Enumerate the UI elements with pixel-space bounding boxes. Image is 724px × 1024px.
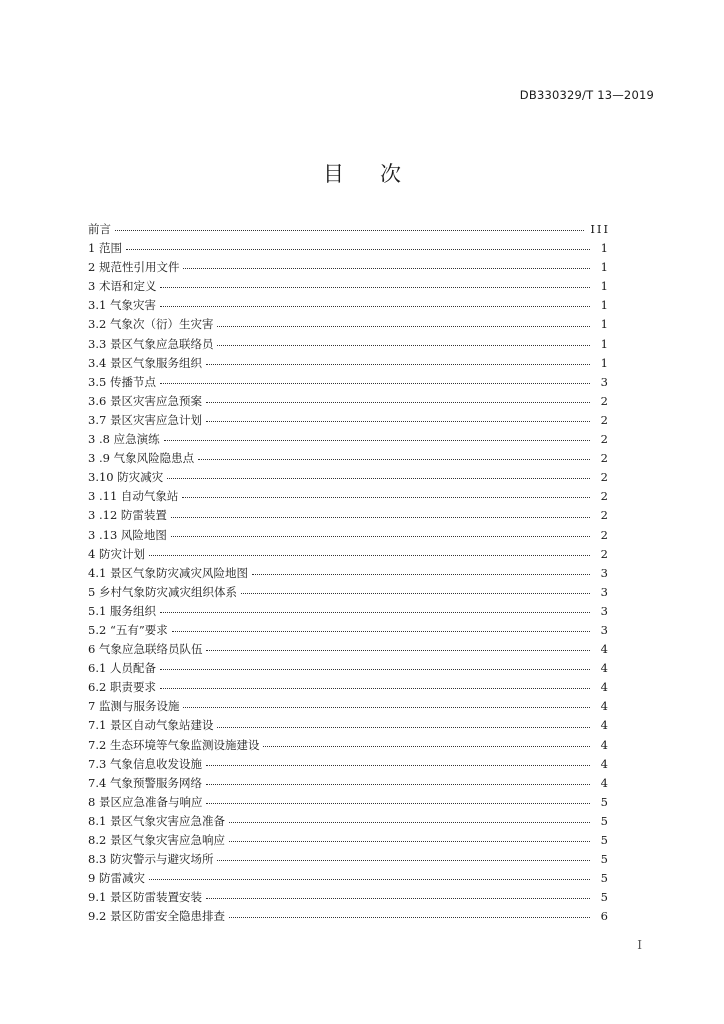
toc-dot-leader: [171, 516, 590, 518]
toc-entry-page: 2: [600, 470, 610, 485]
toc-entry-label: 8 景区应急准备与响应: [88, 794, 203, 809]
toc-entry-page: 2: [600, 451, 610, 466]
toc-entry-page: 4: [600, 661, 610, 676]
toc-entry-label: 9.2 景区防雷安全隐患排查: [88, 909, 225, 924]
toc-entry-page: 3: [600, 374, 610, 389]
toc-entry[interactable]: [88, 678, 610, 697]
toc-entry[interactable]: [88, 449, 610, 468]
toc-entry-label: 前言: [88, 222, 111, 236]
toc-entry[interactable]: [88, 487, 610, 506]
toc-entry-page: 5: [600, 871, 610, 886]
toc-dot-leader: [126, 248, 590, 250]
toc-entry-label: 3 .8 应急演练: [88, 432, 160, 447]
toc-entry-page: 6: [600, 909, 610, 924]
toc-entry[interactable]: [88, 907, 610, 926]
toc-dot-leader: [160, 305, 590, 307]
table-of-contents: [88, 220, 610, 926]
toc-entry-label: 5 乡村气象防灾减灾组织体系: [88, 584, 237, 599]
toc-entry[interactable]: [88, 545, 610, 564]
toc-entry-label: 9 防雷减灾: [88, 871, 145, 886]
document-code: DB330329/T 13—2019: [519, 88, 654, 102]
toc-dot-leader: [198, 458, 590, 460]
toc-entry-page: 4: [600, 680, 610, 695]
toc-dot-leader: [206, 401, 590, 403]
toc-entry-label: 7 监测与服务设施: [88, 699, 180, 714]
toc-entry[interactable]: [88, 315, 610, 334]
toc-entry-page: 5: [600, 833, 610, 847]
toc-entry[interactable]: [88, 258, 610, 277]
toc-entry-label: 7.3 气象信息收发设施: [88, 756, 202, 771]
toc-entry-label: 1 范围: [88, 241, 122, 256]
toc-entry[interactable]: [88, 392, 610, 411]
toc-entry-page: 2: [600, 432, 610, 447]
toc-entry[interactable]: [88, 296, 610, 315]
toc-entry-label: 3.10 防灾减灾: [88, 470, 164, 485]
toc-entry-page: 1: [600, 241, 610, 256]
toc-dot-leader: [115, 229, 584, 231]
toc-entry-page: 4: [600, 699, 610, 714]
toc-entry-page: 1: [600, 260, 610, 275]
toc-entry-page: 4: [600, 737, 610, 752]
page-title: 目次: [323, 162, 437, 186]
toc-entry-page: 4: [600, 756, 610, 771]
toc-dot-leader: [183, 706, 590, 708]
toc-entry[interactable]: [88, 621, 610, 640]
toc-entry-page: 5: [600, 890, 610, 905]
toc-dot-leader: [217, 325, 590, 327]
toc-dot-leader: [160, 668, 590, 670]
toc-dot-leader: [206, 897, 590, 899]
toc-entry[interactable]: [88, 831, 610, 850]
toc-entry-page: 3: [600, 584, 610, 599]
toc-entry[interactable]: [88, 277, 610, 296]
toc-entry-page: 2: [600, 412, 610, 427]
toc-entry-page: 3: [600, 565, 610, 580]
toc-entry[interactable]: [88, 526, 610, 545]
toc-dot-leader: [229, 916, 590, 918]
toc-dot-leader: [217, 344, 590, 346]
toc-dot-leader: [241, 592, 590, 594]
toc-entry[interactable]: [88, 755, 610, 774]
toc-entry-label: 4 防灾计划: [88, 546, 145, 561]
toc-dot-leader: [160, 286, 590, 288]
toc-entry[interactable]: [88, 220, 610, 239]
toc-entry-page: 2: [600, 393, 610, 408]
toc-dot-leader: [171, 535, 590, 537]
toc-entry[interactable]: [88, 888, 610, 907]
toc-dot-leader: [183, 267, 590, 269]
toc-dot-leader: [252, 573, 590, 575]
toc-entry-label: 3.4 景区气象服务组织: [88, 355, 202, 370]
toc-entry-page: 1: [600, 279, 610, 294]
toc-entry-label: 5.2 “五有”要求: [88, 622, 168, 637]
toc-entry-page: 5: [600, 813, 610, 828]
toc-dot-leader: [206, 764, 590, 766]
toc-entry-page: 4: [600, 642, 610, 657]
toc-entry[interactable]: [88, 373, 610, 392]
toc-entry[interactable]: [88, 239, 610, 258]
toc-entry-label: 3.7 景区灾害应急计划: [88, 412, 202, 427]
toc-entry-label: 9.1 景区防雷装置安装: [88, 890, 202, 905]
toc-entry-label: 7.1 景区自动气象站建设: [88, 718, 214, 733]
toc-dot-leader: [149, 878, 590, 880]
toc-dot-leader: [229, 821, 590, 823]
toc-entry[interactable]: [88, 812, 610, 831]
toc-entry-page: 5: [600, 794, 610, 809]
toc-dot-leader: [206, 420, 590, 422]
toc-entry-page: 1: [600, 355, 610, 370]
toc-entry-page: 1: [600, 317, 610, 332]
toc-entry-label: 2 规范性引用文件: [88, 260, 180, 275]
toc-entry-label: 5.1 服务组织: [88, 603, 156, 618]
toc-entry-label: 3.6 景区灾害应急预案: [88, 393, 202, 408]
toc-entry-label: 3.1 气象灾害: [88, 298, 156, 313]
toc-entry-label: 7.4 气象预警服务网络: [88, 775, 202, 790]
toc-dot-leader: [206, 783, 590, 785]
toc-entry[interactable]: [88, 411, 610, 430]
toc-entry-label: 6.1 人员配备: [88, 661, 156, 676]
toc-entry-page: 3: [600, 622, 610, 637]
toc-entry[interactable]: [88, 430, 610, 449]
toc-entry-label: 3 .9 气象风险隐患点: [88, 451, 195, 466]
toc-dot-leader: [160, 382, 590, 384]
toc-entry-label: 3.3 景区气象应急联络员: [88, 336, 214, 351]
toc-dot-leader: [217, 726, 590, 728]
toc-entry[interactable]: [88, 506, 610, 525]
toc-entry[interactable]: [88, 697, 610, 716]
toc-entry[interactable]: [88, 716, 610, 735]
toc-dot-leader: [182, 496, 590, 498]
toc-entry-label: 4.1 景区气象防灾减灾风险地图: [88, 565, 248, 580]
toc-entry[interactable]: [88, 869, 610, 888]
toc-entry-label: 3.5 传播节点: [88, 374, 156, 389]
toc-entry[interactable]: [88, 564, 610, 583]
toc-entry[interactable]: [88, 602, 610, 621]
toc-dot-leader: [229, 840, 590, 842]
toc-entry[interactable]: [88, 583, 610, 602]
toc-entry[interactable]: [88, 793, 610, 812]
toc-dot-leader: [172, 630, 590, 632]
toc-entry[interactable]: [88, 850, 610, 869]
toc-entry-label: 3 .11 自动气象站: [88, 489, 179, 504]
toc-entry[interactable]: [88, 335, 610, 354]
toc-entry-page: 4: [600, 718, 610, 733]
toc-dot-leader: [206, 363, 590, 365]
toc-entry-label: 8.3 防灾警示与避灾场所: [88, 852, 214, 867]
toc-entry-page: 1: [600, 336, 610, 351]
toc-entry-label: 3 术语和定义: [88, 279, 157, 294]
toc-entry-page: 2: [600, 508, 610, 523]
toc-entry-page: 5: [600, 852, 610, 867]
toc-entry-page: III: [590, 222, 610, 236]
toc-entry-page: 3: [600, 603, 610, 618]
toc-entry-label: 6 气象应急联络员队伍: [88, 642, 203, 657]
page-number: I: [637, 938, 642, 952]
toc-dot-leader: [160, 611, 590, 613]
toc-dot-leader: [263, 745, 590, 747]
toc-entry[interactable]: [88, 774, 610, 793]
toc-entry-page: 1: [600, 298, 610, 313]
toc-entry[interactable]: [88, 659, 610, 678]
toc-entry-label: 3 .13 风险地图: [88, 527, 167, 542]
toc-entry-page: 2: [600, 527, 610, 542]
toc-entry-label: 7.2 生态环境等气象监测设施建设: [88, 737, 260, 752]
toc-dot-leader: [149, 554, 590, 556]
toc-entry-page: 2: [600, 489, 610, 504]
toc-entry-label: 8.2 景区气象灾害应急响应: [88, 833, 225, 847]
toc-dot-leader: [206, 802, 590, 804]
toc-dot-leader: [164, 439, 590, 441]
toc-entry-label: 8.1 景区气象灾害应急准备: [88, 813, 225, 828]
toc-entry[interactable]: [88, 354, 610, 373]
toc-dot-leader: [160, 687, 590, 689]
toc-dot-leader: [206, 649, 590, 651]
toc-entry-page: 2: [600, 546, 610, 561]
toc-entry[interactable]: [88, 736, 610, 755]
toc-dot-leader: [167, 477, 590, 479]
toc-entry-page: 4: [600, 775, 610, 790]
toc-entry-label: 6.2 职责要求: [88, 680, 156, 695]
toc-entry[interactable]: [88, 640, 610, 659]
toc-entry[interactable]: [88, 468, 610, 487]
toc-dot-leader: [217, 859, 590, 861]
toc-entry-label: 3 .12 防雷装置: [88, 508, 167, 523]
toc-entry-label: 3.2 气象次（衍）生灾害: [88, 317, 214, 332]
